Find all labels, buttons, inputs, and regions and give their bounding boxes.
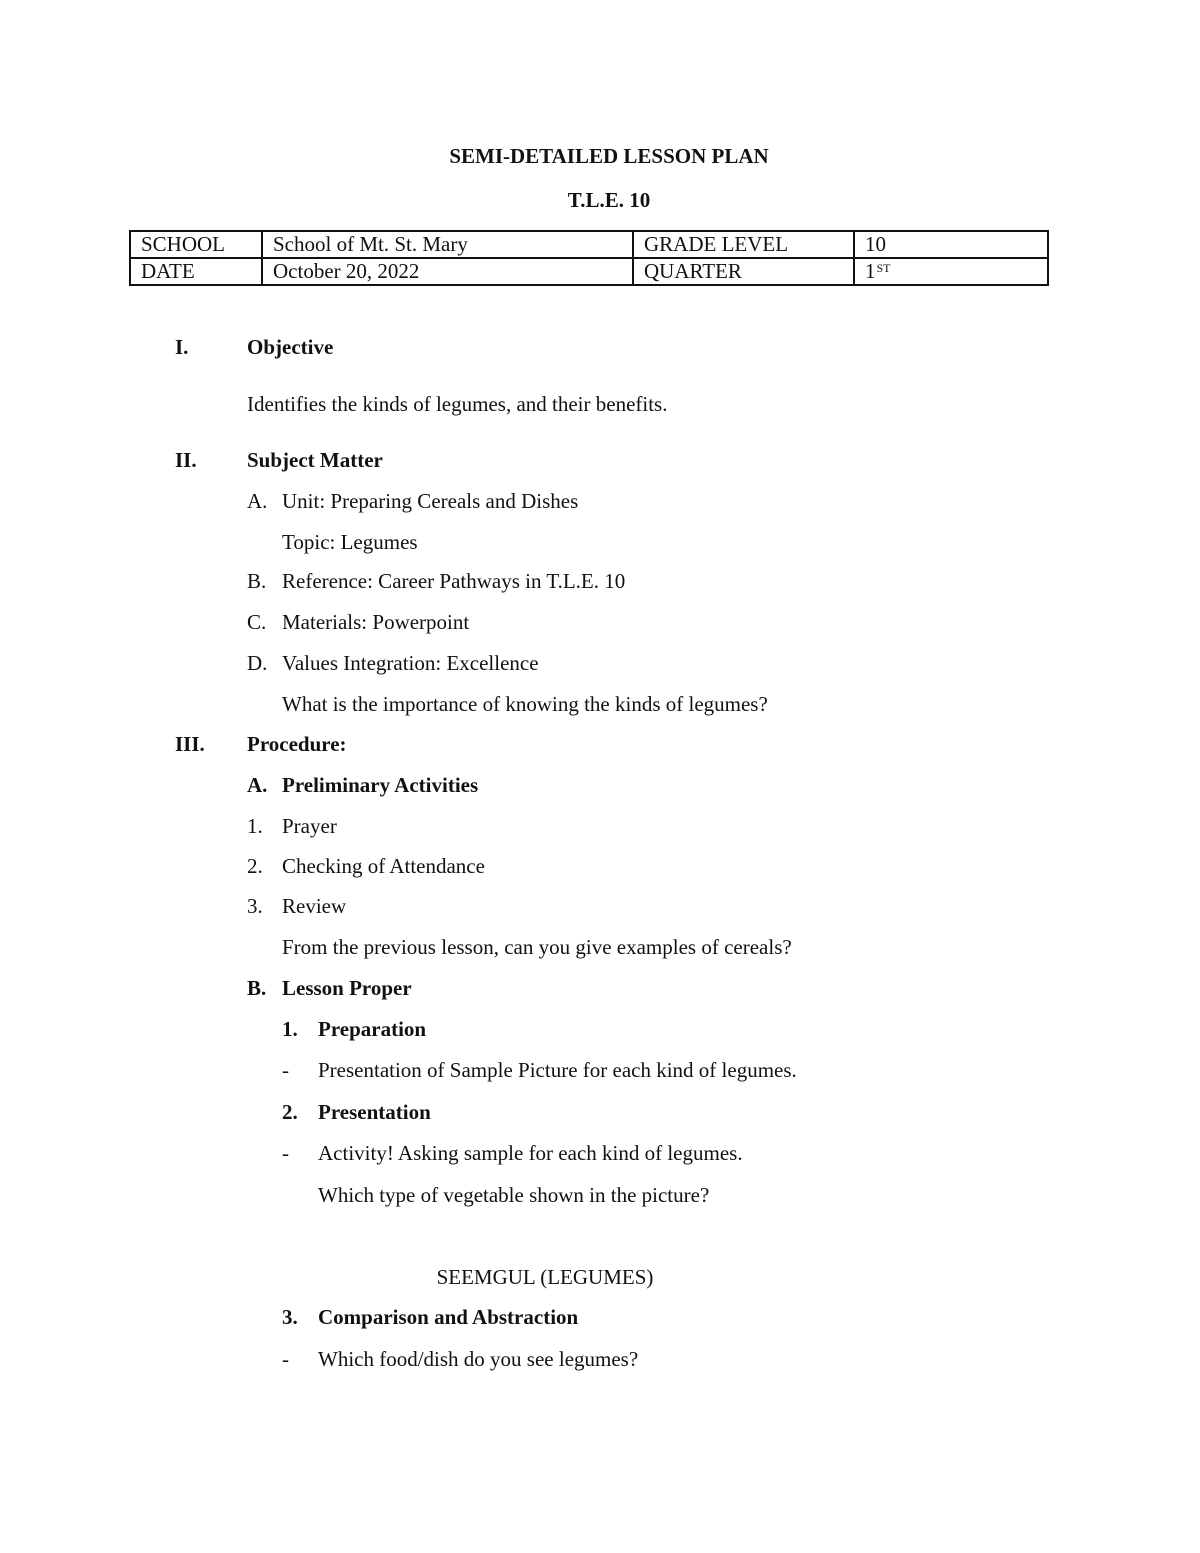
table-row [130, 231, 1048, 258]
quarter-superscript: ST [876, 261, 891, 275]
bullet-dash: - [282, 1141, 289, 1165]
preparation-heading: Preparation [318, 1017, 427, 1041]
list-item-marker: 3. [282, 1305, 298, 1329]
review-text: Review [282, 894, 347, 918]
preliminary-activities-heading: Preliminary Activities [282, 773, 479, 797]
procedure-numeral: III. [175, 732, 205, 756]
subject-matter-heading: Subject Matter [247, 448, 383, 472]
bullet-dash: - [282, 1058, 289, 1082]
objective-heading: Objective [247, 335, 334, 359]
list-item-marker: B. [247, 569, 267, 593]
reference-text: Reference: Career Pathways in T.L.E. 10 [282, 569, 626, 593]
grade-level-label: GRADE LEVEL [633, 231, 854, 258]
lesson-info-table [129, 230, 1049, 286]
quarter-number: 1 [865, 259, 876, 283]
bullet-dash: - [282, 1347, 289, 1371]
school-label: SCHOOL [130, 231, 262, 258]
presentation-text: Activity! Asking sample for each kind of legumes. [318, 1141, 743, 1165]
school-value: School of Mt. St. Mary [262, 231, 633, 258]
list-item-marker: 3. [247, 894, 263, 918]
presentation-heading: Presentation [318, 1100, 431, 1124]
quarter-label: QUARTER [633, 258, 854, 285]
document-title: SEMI-DETAILED LESSON PLAN [449, 144, 769, 168]
subject-matter-numeral: II. [175, 448, 197, 472]
prayer-text: Prayer [282, 814, 337, 838]
list-item-marker: 2. [282, 1100, 298, 1124]
list-item-marker: 1. [247, 814, 263, 838]
legumes-caption: SEEMGUL (LEGUMES) [436, 1265, 654, 1289]
list-item-marker: C. [247, 610, 267, 634]
values-question-text: What is the importance of knowing the kinds of legumes? [282, 692, 768, 716]
comparison-text: Which food/dish do you see legumes? [318, 1347, 639, 1371]
topic-text: Topic: Legumes [282, 530, 418, 554]
preparation-text: Presentation of Sample Picture for each kind of legumes. [318, 1058, 797, 1082]
grade-level-number: 10 [865, 232, 886, 256]
materials-text: Materials: Powerpoint [282, 610, 470, 634]
list-item-marker: 1. [282, 1017, 298, 1041]
table-row [130, 258, 1048, 285]
procedure-heading: Procedure: [247, 732, 347, 756]
attendance-text: Checking of Attendance [282, 854, 485, 878]
values-integration-text: Values Integration: Excellence [282, 651, 539, 675]
presentation-question-text: Which type of vegetable shown in the picture? [318, 1183, 710, 1207]
comparison-heading: Comparison and Abstraction [318, 1305, 579, 1329]
review-question-text: From the previous lesson, can you give examples of cereals? [282, 935, 792, 959]
lesson-proper-heading: Lesson Proper [282, 976, 412, 1000]
grade-level-value [854, 231, 1048, 258]
unit-text: Unit: Preparing Cereals and Dishes [282, 489, 579, 513]
document-subtitle: T.L.E. 10 [567, 188, 651, 212]
list-item-marker: B. [247, 976, 267, 1000]
date-label: DATE [130, 258, 262, 285]
list-item-marker: A. [247, 773, 268, 797]
list-item-marker: A. [247, 489, 268, 513]
quarter-value [854, 258, 1048, 285]
objective-text: Identifies the kinds of legumes, and their benefits. [247, 392, 668, 416]
list-item-marker: 2. [247, 854, 263, 878]
objective-numeral: I. [175, 335, 189, 359]
date-value: October 20, 2022 [262, 258, 633, 285]
list-item-marker: D. [247, 651, 268, 675]
